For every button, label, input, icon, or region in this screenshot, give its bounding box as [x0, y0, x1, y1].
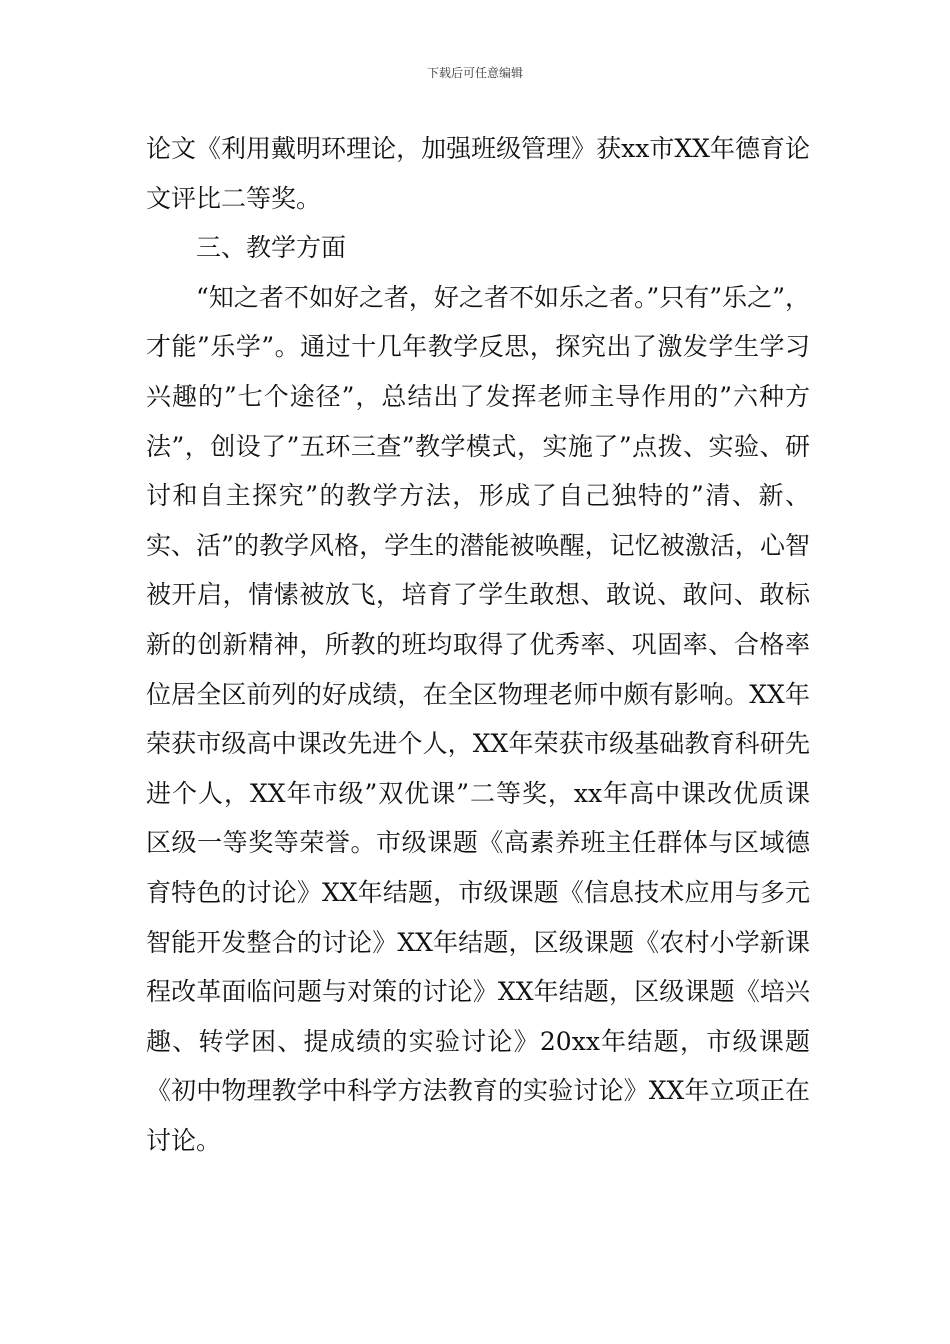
section-heading-teaching: 三、教学方面 [196, 233, 347, 263]
page-header-note: 下载后可任意编辑 [426, 66, 523, 80]
paragraph-award-continuation: 论文《利用戴明环理论，加强班级管理》获xx市XX年德育论文评比二等奖。 [146, 134, 810, 213]
paragraph-teaching-achievements: “知之者不如好之者，好之者不如乐之者。”只有”乐之”，才能”乐学”。通过十几年教学反思，探究出了激发学生学习兴趣的”七个途径”，总结出了发挥老师主导作用的”六种方法”，创设了”五环三查”教学模式，实施了”点拨、实验、研讨和自主探究”的教学方法，形成了自己独特的”清、新、实、活”的教学风格，学生的潜能被唤醒，记忆被激活，心智被开启，情愫被放飞，培育了学生敢想、敢说、敢问、敢标新的创新精神，所教的班均取得了优秀率、巩固率、合格率位居全区前列的好成绩，在全区物理老师中颇有影响。XX年荣获市级高中课改先进个人，XX年荣获市级基础教育科研先进个人，XX年市级”双优课”二等奖，xx年高中课改优质课区级一等奖等荣誉。市级课题《高素养班主任群体与区域德育特色的讨论》XX年结题，市级课题《信息技术应用与多元智能开发整合的讨论》XX年结题，区级课题《农村小学新课程改革面临问题与对策的讨论》XX年结题，区级课题《培兴趣、转学困、提成绩的实验讨论》20xx年结题，市级课题《初中物理教学中科学方法教育的实验讨论》XX年立项正在讨论。 [146, 282, 810, 1155]
document-body [146, 124, 810, 1165]
